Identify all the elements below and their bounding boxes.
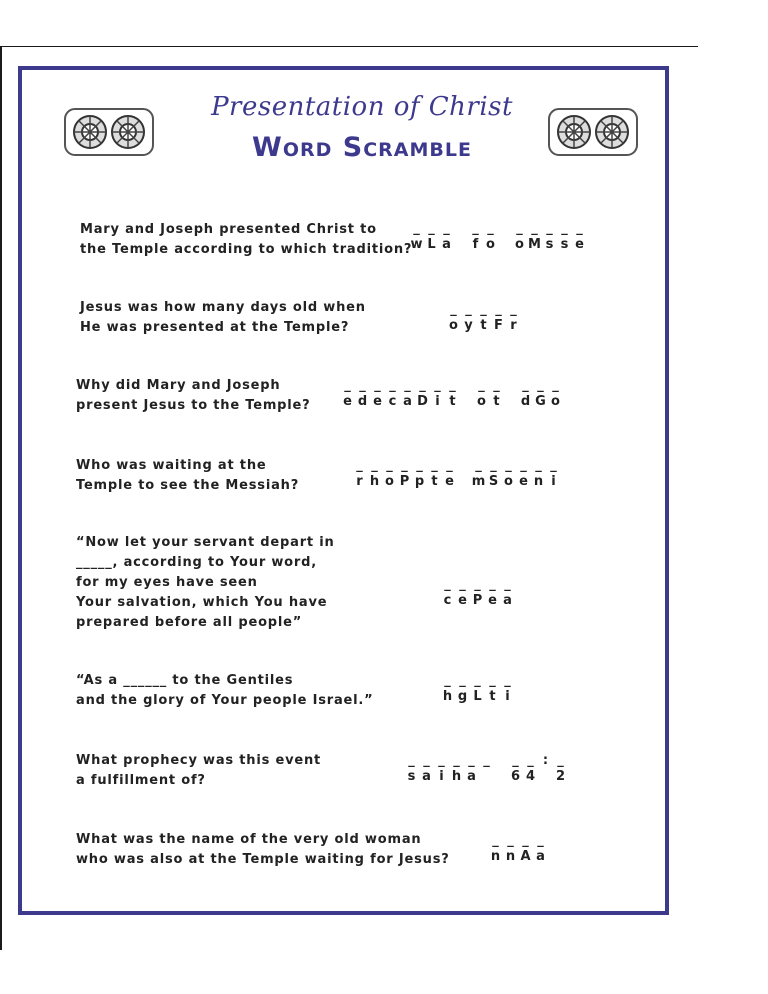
scrambled-letter: t [431,474,438,489]
answer-cell [455,578,470,610]
answer-word [409,222,454,254]
answer-blank: _ [449,378,456,393]
answer-blank: _ [431,458,438,473]
answer-blank: _ [443,221,450,236]
answer-2 [446,303,521,335]
answer-cell [512,222,527,254]
answer-blank: _ [465,302,472,317]
answer-blank: _ [522,378,529,393]
answer-blank: _ [359,378,366,393]
answer-blank: _ [474,673,481,688]
scrambled-letter: D [417,394,428,409]
answer-cell [474,379,489,411]
answer-cell [419,754,434,786]
scrambled-letter: i [439,769,444,784]
answer-blank: _ [444,673,451,688]
scrambled-letter: a [467,769,476,784]
scrambled-letter: r [356,474,363,489]
answer-blank: _ [371,458,378,473]
answer-blank: _ [487,221,494,236]
answer-cell [572,222,587,254]
answer-blank: _ [537,378,544,393]
answer-cell [439,222,454,254]
answer-8 [488,834,548,866]
scrambled-letter: h [369,474,380,489]
answer-blank: _ [419,378,426,393]
answer-cell [488,834,503,866]
scrambled-letter: a [503,593,512,608]
scrambled-letter: f [472,237,479,252]
answer-cell [486,459,501,491]
answer-cell [501,459,516,491]
answer-word [440,578,515,610]
answer-cell [445,379,460,411]
answer-cell [442,459,457,491]
answer-blank: _ [472,221,479,236]
scrambled-letter: e [575,237,584,252]
answer-word [440,674,515,706]
answer-blank: _ [535,458,542,473]
answer-blank: _ [489,673,496,688]
answer-blank: _ [478,378,485,393]
scrambled-letter: o [515,237,524,252]
question-3: Why did Mary and Joseph present Jesus to the Temple? [76,378,311,413]
answer-blank: _ [527,753,534,768]
scrambled-letter: o [551,394,560,409]
answer-blank: _ [450,302,457,317]
scrambled-letter: n [533,474,544,489]
answer-cell [427,459,442,491]
answer-blank: _ [510,302,517,317]
scrambled-letter: e [458,593,467,608]
scrambled-letter: a [422,769,431,784]
answer-blank: _ [401,458,408,473]
worksheet [18,66,669,915]
answer-blank: _ [504,577,511,592]
answer-blank: _ [423,753,430,768]
scrambled-letter: e [519,474,528,489]
answer-blank: _ [408,753,415,768]
answer-cell [542,222,557,254]
scrambled-letter: M [528,237,541,252]
scrambled-letter: t [480,318,487,333]
scrambled-letter: o [504,474,513,489]
scrambled-letter: 2 [555,769,566,784]
scrambled-letter: o [486,237,495,252]
scrambled-letter: t [489,689,496,704]
scrambled-letter: o [385,474,394,489]
scrambled-letter: h [451,769,462,784]
scrambled-letter: d [520,394,531,409]
answer-word [404,754,494,786]
question-1: Mary and Joseph presented Christ to the Temple according to which tradition? [80,222,413,257]
answer-blank: _ [507,833,514,848]
scrambled-letter: s [545,237,554,252]
answer-word [340,379,460,411]
answer-cell [483,222,498,254]
scrambled-letter: P [399,474,410,489]
scrambled-letter: t [449,394,456,409]
answer-blank: _ [512,753,519,768]
answer-cell [485,674,500,706]
answer-blank: _ [546,221,553,236]
answer-cell [434,754,449,786]
answer-cell [470,578,485,610]
answer-word [508,754,568,786]
answer-cell [468,222,483,254]
answer-blank: _ [404,378,411,393]
scrambled-letter: S [488,474,499,489]
answer-cell [446,303,461,335]
answer-blank: _ [389,378,396,393]
scrambled-letter: s [560,237,569,252]
scrambled-letter: 4 [525,769,536,784]
answer-cell [489,379,504,411]
scrambled-letter: c [443,593,452,608]
answer-blank: _ [557,753,564,768]
answer-blank: _ [446,458,453,473]
answer-cell [415,379,430,411]
answer-cell [518,834,533,866]
answer-cell [397,459,412,491]
scrambled-letter: e [343,394,352,409]
answer-cell [500,578,515,610]
scrambled-letter: w [410,237,423,252]
answer-cell [533,379,548,411]
answer-blank: _ [416,458,423,473]
answer-blank: _ [520,458,527,473]
answer-blank: _ [475,458,482,473]
answer-cell [523,754,538,786]
answer-cell [557,222,572,254]
scrambled-letter: F [494,318,503,333]
answer-cell [503,834,518,866]
answer-blank: _ [434,378,441,393]
answer-cell [476,303,491,335]
answer-blank: _ [552,378,559,393]
answer-word [518,379,563,411]
scrambled-letter: d [357,394,368,409]
answer-blank: _ [516,221,523,236]
scrambled-letter: a [442,237,451,252]
answer-cell [548,379,563,411]
scrambled-letter: c [388,394,397,409]
scrambled-letter: i [435,394,440,409]
answer-blank: _ [505,458,512,473]
answer-blank: _ [459,577,466,592]
answer-blank: _ [444,577,451,592]
answer-cell [464,754,479,786]
left-rule [0,46,2,950]
answer-cell [367,459,382,491]
answer-blank: : [542,753,549,768]
answer-word [488,834,548,866]
answer-cell [370,379,385,411]
question-4: Who was waiting at the Temple to see the Messiah? [76,458,300,493]
answer-blank: _ [483,753,490,768]
answer-blank: _ [489,577,496,592]
answer-cell [461,303,476,335]
answer-blank: _ [438,753,445,768]
answer-cell [409,222,424,254]
scrambled-letter: e [445,474,454,489]
answer-blank: _ [453,753,460,768]
answer-cell [440,674,455,706]
answer-cell [471,459,486,491]
answer-blank: _ [428,221,435,236]
answer-cell [382,459,397,491]
answer-word [352,459,457,491]
answer-word [468,222,498,254]
scrambled-letter: p [414,474,425,489]
answer-cell [385,379,400,411]
scrambled-letter: m [471,474,486,489]
answer-cell [440,578,455,610]
answer-4 [352,459,561,491]
scrambled-letter: i [505,689,510,704]
answer-cell [516,459,531,491]
scrambled-letter: P [472,593,483,608]
answer-cell [479,754,494,786]
scrambled-letter: n [505,849,516,864]
answer-cell [485,578,500,610]
answer-cell [404,754,419,786]
answer-word [474,379,504,411]
scrambled-letter: s [407,769,416,784]
answer-cell [412,459,427,491]
scrambled-letter: r [510,318,517,333]
top-rule [0,46,698,47]
scrambled-letter: A [520,849,531,864]
answer-cell [533,834,548,866]
scrambled-letter: L [473,689,482,704]
scrambled-letter: o [477,394,486,409]
scrambled-letter: o [449,318,458,333]
answer-blank: _ [495,302,502,317]
answer-blank: _ [550,458,557,473]
scrambled-letter: e [373,394,382,409]
scrambled-letter: a [403,394,412,409]
answer-cell [491,303,506,335]
answer-blank: _ [413,221,420,236]
scrambled-letter: 6 [510,769,521,784]
answer-blank: _ [474,577,481,592]
answer-cell [546,459,561,491]
question-2: Jesus was how many days old when He was presented at the Temple? [80,300,366,335]
scrambled-letter: L [427,237,436,252]
answer-cell [355,379,370,411]
answer-5 [440,578,515,610]
answer-cell [449,754,464,786]
answer-cell [518,379,533,411]
answer-blank: _ [468,753,475,768]
answer-cell [470,674,485,706]
answer-blank: _ [576,221,583,236]
answer-word [446,303,521,335]
scrambled-letter: g [457,689,468,704]
answer-blank: _ [492,833,499,848]
answer-6 [440,674,515,706]
celtic-ornament-icon [548,108,638,156]
answer-blank: _ [493,378,500,393]
scrambled-letter: n [490,849,501,864]
answer-blank: _ [356,458,363,473]
answer-cell [455,674,470,706]
answer-cell [527,222,542,254]
question-8: What was the name of the very old woman who was also at the Temple waiting for Jesus? [76,832,450,867]
answer-blank: _ [459,673,466,688]
answer-cell [531,459,546,491]
title-main: Word Scramble [252,132,472,163]
answer-blank: _ [561,221,568,236]
question-6: “As a ______ to the Gentiles and the glory of Your people Israel.” [76,673,374,708]
question-5: “Now let your servant depart in _____, according to Your word, for my eyes have seen Your salvation, which You have prepared before all people” [76,535,335,630]
answer-cell [508,754,523,786]
answer-3 [340,379,563,411]
answer-word [512,222,587,254]
answer-cell [340,379,355,411]
scrambled-letter: a [536,849,545,864]
answer-blank: _ [386,458,393,473]
answer-cell [352,459,367,491]
answer-cell [538,754,553,786]
answer-cell [500,674,515,706]
answer-cell [506,303,521,335]
scrambled-letter: i [551,474,556,489]
title-script: Presentation of Christ [211,92,513,122]
answer-blank: _ [344,378,351,393]
scrambled-letter: G [535,394,546,409]
scrambled-letter: y [464,318,473,333]
question-7: What prophecy was this event a fulfillment of? [76,753,322,788]
answer-blank: _ [490,458,497,473]
scrambled-letter: e [488,593,497,608]
answer-blank: _ [522,833,529,848]
scrambled-letter: t [493,394,500,409]
answer-word [471,459,561,491]
answer-cell [553,754,568,786]
answer-blank: _ [374,378,381,393]
answer-blank: _ [504,673,511,688]
answer-cell [430,379,445,411]
answer-blank: _ [531,221,538,236]
answer-cell [424,222,439,254]
answer-blank: _ [537,833,544,848]
answer-blank: _ [480,302,487,317]
scrambled-letter: h [442,689,453,704]
answer-1 [409,222,587,254]
celtic-ornament-icon [64,108,154,156]
answer-cell [400,379,415,411]
answer-7 [404,754,568,786]
